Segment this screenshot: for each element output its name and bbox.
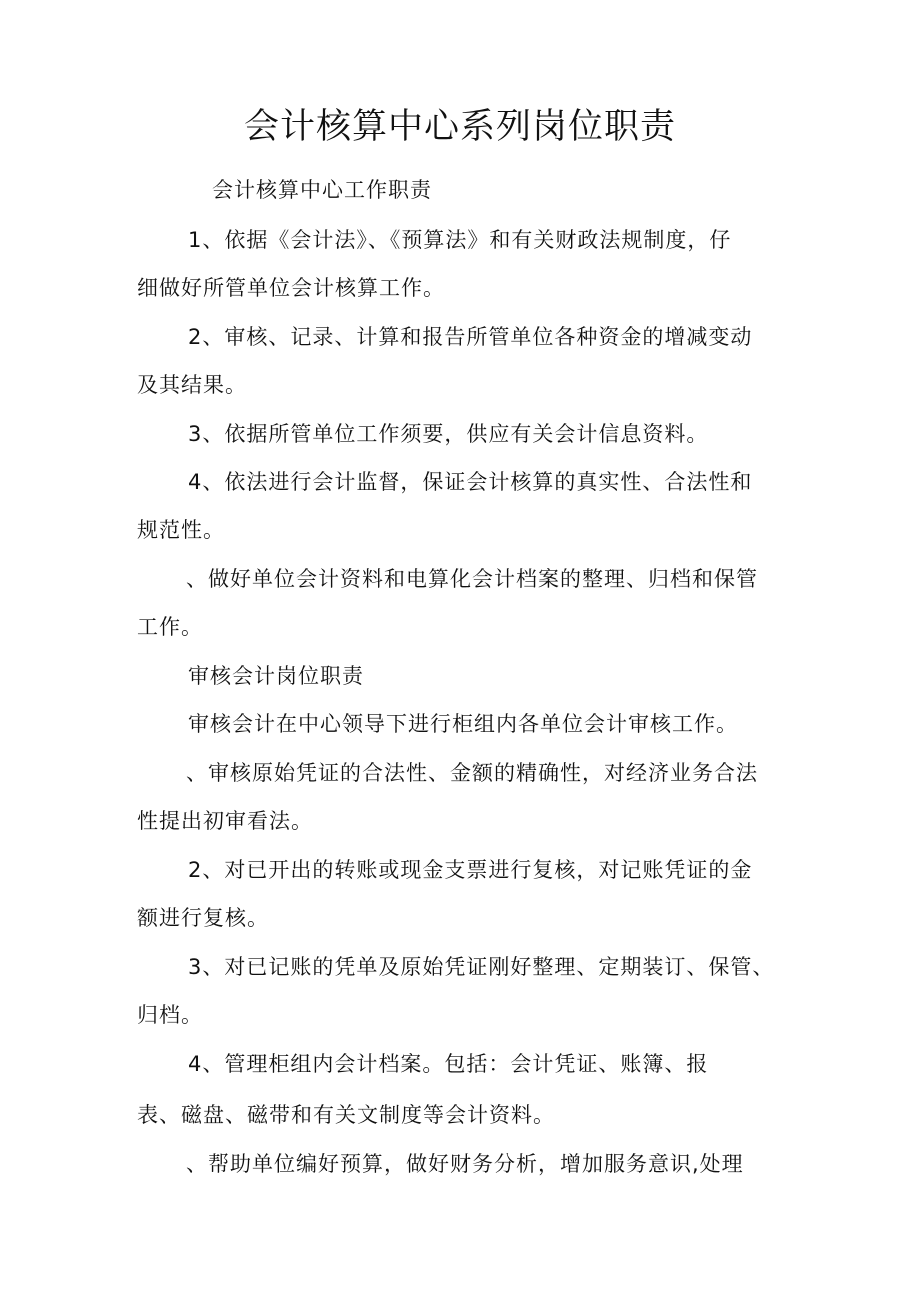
document-title: 会计核算中心系列岗位职责 bbox=[243, 107, 676, 147]
paragraph-line: 4、依法进行会计监督，保证会计核算的真实性、合法性和 bbox=[188, 470, 753, 494]
paragraph-line: 4、管理柜组内会计档案。包括：会计凭证、账簿、报 bbox=[188, 1052, 709, 1076]
paragraph-line: 细做好所管单位会计核算工作。 bbox=[137, 276, 445, 300]
paragraph-line: 工作。 bbox=[137, 615, 203, 639]
paragraph-line: 、审核原始凭证的合法性、金额的精确性，对经济业务合法 bbox=[186, 761, 758, 785]
paragraph-line: 及其结果。 bbox=[137, 373, 247, 397]
paragraph-line: 审核会计在中心领导下进行柜组内各单位会计审核工作。 bbox=[188, 712, 738, 736]
section-heading: 会计核算中心工作职责 bbox=[212, 178, 432, 202]
paragraph-line: 规范性。 bbox=[137, 518, 225, 542]
paragraph-line: 、帮助单位编好预算，做好财务分析，增加服务意识,处理 bbox=[186, 1152, 744, 1176]
paragraph-line: 2、对已开出的转账或现金支票进行复核，对记账凭证的金 bbox=[188, 858, 753, 882]
paragraph-line: 2、审核、记录、计算和报告所管单位各种资金的增减变动 bbox=[188, 325, 753, 349]
paragraph-line: 3、对已记账的凭单及原始凭证刚好整理、定期装订、保管、 bbox=[188, 955, 775, 979]
paragraph-line: 归档。 bbox=[137, 1003, 203, 1027]
paragraph-line: 1、依据《会计法》、《预算法》和有关财政法规制度，仔 bbox=[188, 228, 732, 252]
paragraph-line: 3、依据所管单位工作须要，供应有关会计信息资料。 bbox=[188, 422, 709, 446]
paragraph-line: 性提出初审看法。 bbox=[137, 809, 313, 833]
paragraph-line: 额进行复核。 bbox=[137, 906, 269, 930]
paragraph-line: 、做好单位会计资料和电算化会计档案的整理、归档和保管 bbox=[186, 567, 758, 591]
section-heading: 审核会计岗位职责 bbox=[188, 664, 364, 688]
paragraph-line: 表、磁盘、磁带和有关文制度等会计资料。 bbox=[137, 1103, 555, 1127]
